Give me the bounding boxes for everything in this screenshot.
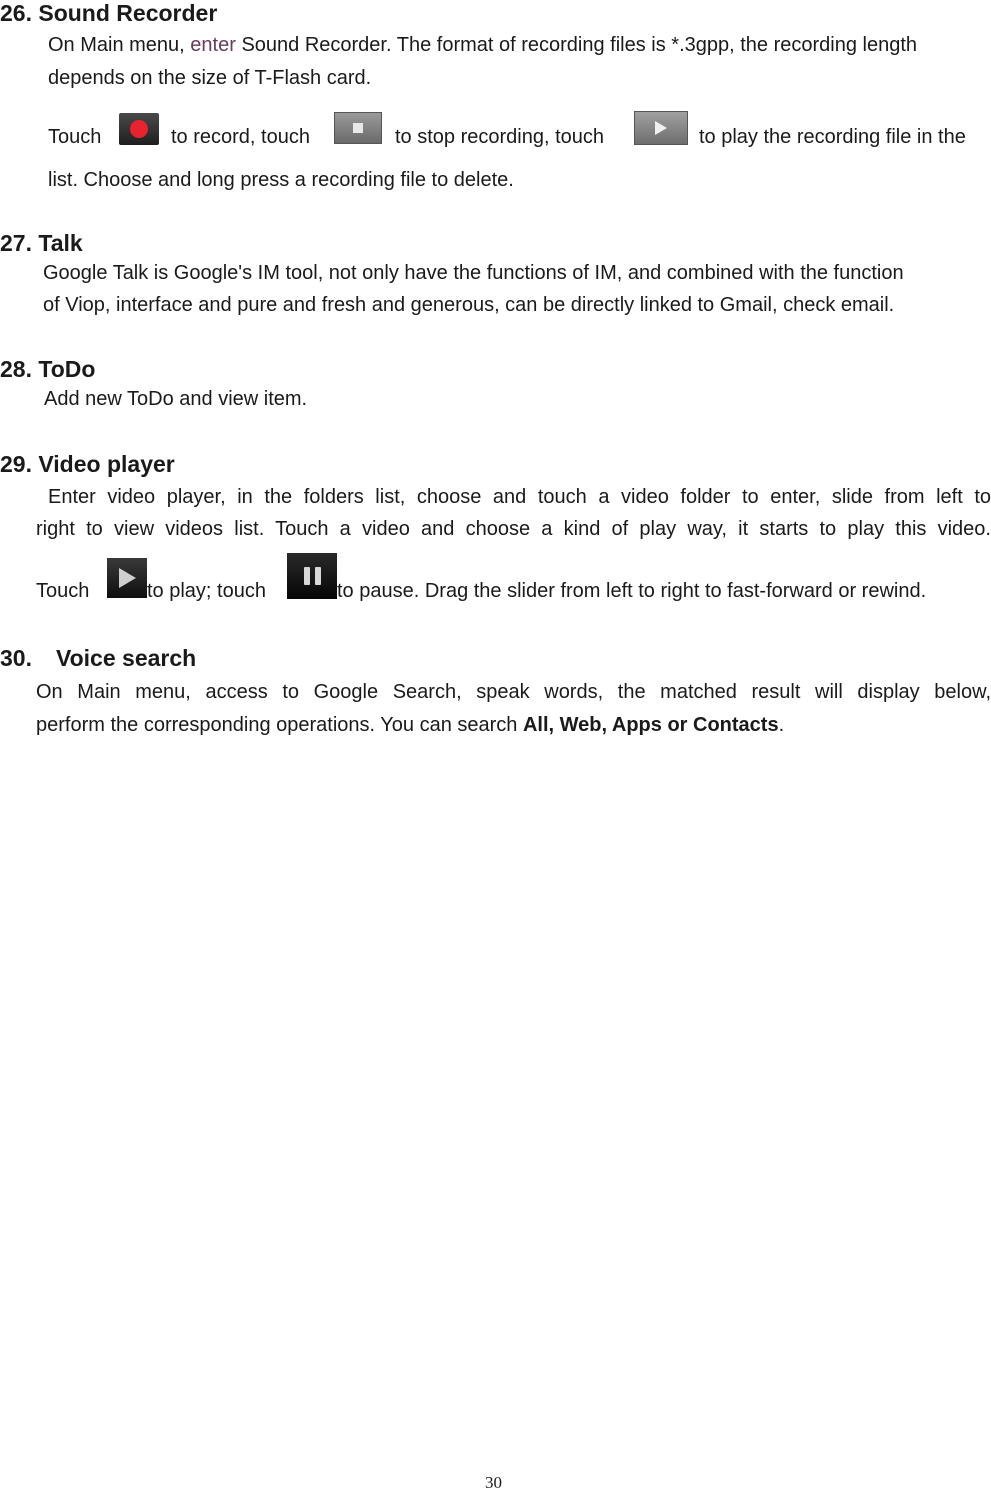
video-pause-icon	[287, 553, 337, 599]
section-29-heading: 29. Video player	[0, 451, 175, 477]
section-29-touch-text-1: Touch	[36, 580, 90, 602]
section-27-heading: 27. Talk	[0, 230, 83, 256]
text-run: On Main menu,	[48, 34, 191, 56]
section-29-line-1: Enter video player, in the folders list, choose and touch a video folder to enter, slide from left to	[48, 486, 991, 508]
section-26-heading: 26. Sound Recorder	[0, 0, 218, 26]
section-26-touch-text-2: to record, touch	[171, 126, 310, 148]
section-30-heading	[0, 645, 196, 672]
page-number: 30	[485, 1473, 502, 1492]
stop-square	[353, 123, 363, 133]
heading-title: Voice search	[55, 645, 197, 671]
section-28-heading: 28. ToDo	[0, 356, 96, 382]
text-run-highlight: enter	[190, 34, 236, 56]
record-icon	[119, 113, 159, 145]
video-play-icon	[107, 558, 147, 598]
section-26-touch-text-3: to stop recording, touch	[395, 126, 605, 148]
section-26-touch-text-1: Touch	[48, 126, 102, 148]
text-run-bold: All, Web, Apps or Contacts	[522, 714, 779, 736]
section-27-line-1: Google Talk is Google's IM tool, not only have the functions of IM, and combined with the function	[43, 262, 904, 284]
record-dot	[130, 120, 148, 138]
section-27-line-2: of Viop, interface and pure and fresh and generous, can be directly linked to Gmail, check email.	[43, 294, 895, 316]
play-icon	[634, 111, 688, 145]
section-29-touch-text-2: to play; touch	[147, 580, 266, 602]
section-30-line-2	[36, 714, 784, 737]
play-triangle	[655, 121, 667, 135]
heading-number: 30.	[0, 645, 32, 671]
section-30-line-1: On Main menu, access to Google Search, speak words, the matched result will display below,	[36, 681, 991, 703]
section-26-line-2: depends on the size of T-Flash card.	[48, 67, 372, 89]
section-29-line-2: right to view videos list. Touch a video and choose a kind of play way, it starts to play this video.	[36, 518, 991, 540]
section-26-line-4: list. Choose and long press a recording file to delete.	[48, 169, 514, 191]
pause-bar	[304, 567, 310, 585]
section-29-touch-text-3: to pause. Drag the slider from left to right to fast-forward or rewind.	[337, 580, 927, 602]
text-run: .	[778, 714, 785, 736]
section-26-line-1	[48, 34, 917, 57]
pause-bar	[315, 567, 321, 585]
section-26-touch-text-4: to play the recording file in the	[699, 126, 966, 148]
section-28-line-1: Add new ToDo and view item.	[44, 388, 308, 410]
text-run: Sound Recorder. The format of recording files is *.3gpp, the recording length	[235, 34, 918, 56]
text-run: perform the corresponding operations. You can search	[36, 714, 523, 736]
video-play-triangle	[119, 568, 136, 588]
stop-icon	[334, 112, 382, 144]
